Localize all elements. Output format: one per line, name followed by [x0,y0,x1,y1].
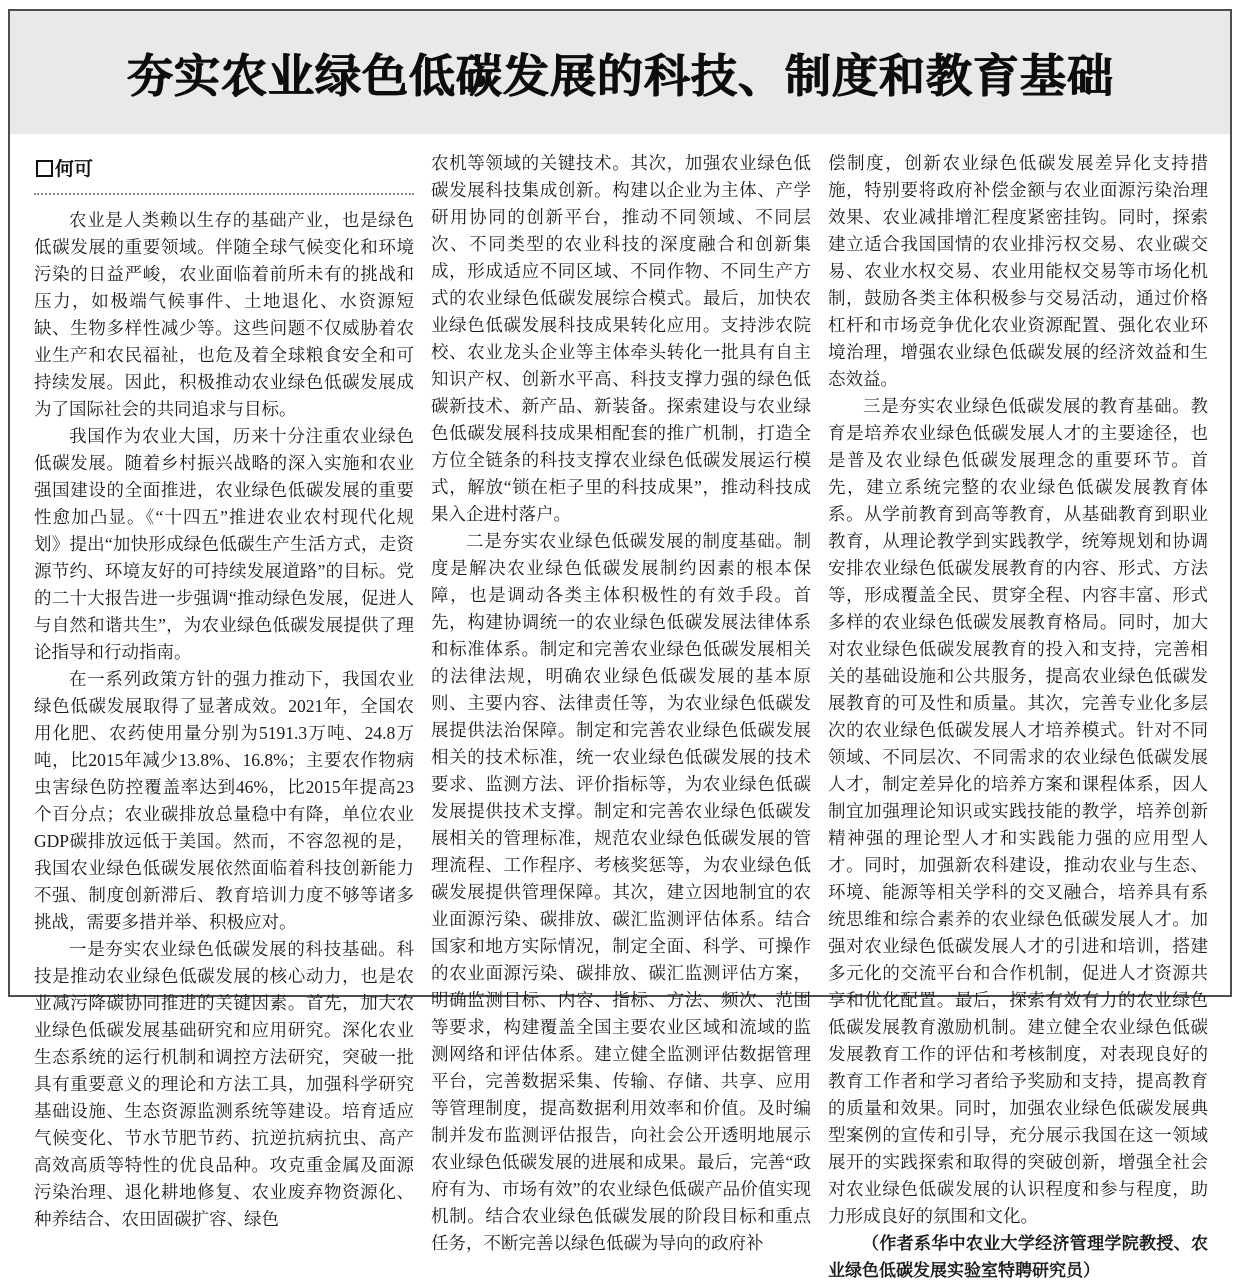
article-paragraph: 二是夯实农业绿色低碳发展的制度基础。制度是解决农业绿色低碳发展制约因素的根本保障，也是调动各类主体积极性的有效手段。首先，构建协调统一的农业绿色低碳发展法律体系和标准体系。制定和完善农业绿色低碳发展相关的法律法规，明确农业绿色低碳发展的基本原则、主要内容、法律责任等，为农业绿色低碳发展提供法治保障。制定和完善农业绿色低碳发展相关的技术标准，统一农业绿色低碳发展的技术要求、监测方法、评价指标等，为农业绿色低碳发展提供技术支撑。制定和完善农业绿色低碳发展相关的管理标准，规范农业绿色低碳发展的管理流程、工作程序、考核奖惩等，为农业绿色低碳发展提供管理保障。其次，建立因地制宜的农业面源污染、碳排放、碳汇监测评估体系。结合国家和地方实际情况，制定全面、科学、可操作的农业面源污染、碳排放、碳汇监测评估方案，明确监测目标、内容、指标、方法、频次、范围等要求，构建覆盖全国主要农业区域和流域的监测网络和评估体系。建立健全监测评估数据管理平台，完善数据采集、传输、存储、共享、应用等管理制度，提高数据利用效率和价值。及时编制并发布监测评估报告，向社会公开透明地展示农业绿色低碳发展的进展和成果。最后，完善“政府有为、市场有效”的农业绿色低碳产品价值实现机制。结合农业绿色低碳发展的阶段目标和重点任务，不断完善以绿色低碳为导向的政府补 [431,531,811,1253]
title-band [10,11,1230,134]
author-byline [34,150,414,195]
article-paragraph: 偿制度，创新农业绿色低碳发展差异化支持措施，特别要将政府补偿金额与农业面源污染治理效果、农业减排增汇程度紧密挂钩。同时，探索建立适合我国国情的农业排污权交易、农业碳交易、农业水权交易、农业用能权交易等市场化机制，鼓励各类主体积极参与交易活动，通过价格杠杆和市场竞争优化农业资源配置、强化农业环境治理，增强农业绿色低碳发展的经济效益和生态效益。 [828,153,1208,389]
article-paragraph: 三是夯实农业绿色低碳发展的教育基础。教育是培养农业绿色低碳发展人才的主要途径，也是普及农业绿色低碳发展理念的重要环节。首先，建立系统完整的农业绿色低碳发展教育体系。从学前教育到高等教育，从基础教育到职业教育，从理论教学到实践教学，统筹规划和协调安排农业绿色低碳发展教育的内容、形式、方法等，形成覆盖全民、贯穿全程、内容丰富、形式多样的农业绿色低碳发展教育格局。同时，加大对农业绿色低碳发展教育的投入和支持，完善相关的基础设施和公共服务，提高农业绿色低碳发展教育的可及性和质量。其次，完善专业化多层次的农业绿色低碳发展人才培养模式。针对不同领域、不同层次、不同需求的农业绿色低碳发展人才，制定差异化的培养方案和课程体系，因人制宜加强理论知识或实践技能的教学，培养创新精神强的理论型人才和实践能力强的应用型人才。同时，加强新农科建设，推动农业与生态、环境、能源等相关学科的交叉融合，培养具有系统思维和综合素养的农业绿色低碳发展人才。加强对农业绿色低碳发展人才的引进和培训，搭建多元化的交流平台和合作机制，促进人才资源共享和优化配置。最后，探索有效有力的农业绿色低碳发展教育激励机制。建立健全农业绿色低碳发展教育工作的评估和考核制度，对表现良好的教育工作者和学习者给予奖励和支持，提高教育的质量和效果。同时，加强农业绿色低碳发展典型案例的宣传和引导，充分展示我国在这一领域展开的实践探索和取得的突破创新，增强全社会对农业绿色低碳发展的认识程度和参与程度，助力形成良好的氛围和文化。 [828,396,1208,1226]
newspaper-page [8,9,1232,1280]
author-box-icon [36,160,53,177]
article-paragraph: 我国作为农业大国，历来十分注重农业绿色低碳发展。随着乡村振兴战略的深入实施和农业强国建设的全面推进，农业绿色低碳发展的重要性愈加凸显。《“十四五”推进农业农村现代化规划》提出“加快形成绿色低碳生产生活方式，走资源节约、环境友好的可持续发展道路”的目标。党的二十大报告进一步强调“推动绿色发展，促进人与自然和谐共生”，为农业绿色低碳发展提供了理论指导和行动指南。 [34,426,414,662]
article-paragraph: 农业是人类赖以生存的基础产业，也是绿色低碳发展的重要领域。伴随全球气候变化和环境污染的日益严峻，农业面临着前所未有的挑战和压力，如极端气候事件、土地退化、水资源短缺、生物多样性减少等。这些问题不仅威胁着农业生产和农民福祉，也危及着全球粮食安全和可持续发展。因此，积极推动农业绿色低碳发展成为了国际社会的共同追求与目标。 [34,210,414,419]
author-name: 何可 [55,159,94,180]
article-column-2 [431,150,811,1284]
article-column-1 [34,150,414,1284]
article-title: 夯实农业绿色低碳发展的科技、制度和教育基础 [126,50,1114,102]
article-paragraph: 在一系列政策方针的强力推动下，我国农业绿色低碳发展取得了显著成效。2021年，全国农用化肥、农药使用量分别为5191.3万吨、24.8万吨，比2015年减少13.8%、16.8%；主要农作物病虫害绿色防控覆盖率达到46%，比2015年提高23个百分点；农业碳排放总量稳中有降，单位农业GDP碳排放远低于美国。然而，不容忽视的是，我国农业绿色低碳发展依然面临着科技创新能力不强、制度创新滞后、教育培训力度不够等诸多挑战，需要多措并举、积极应对。 [34,669,414,932]
author-credit: （作者系华中农业大学经济管理学院教授、农业绿色低碳发展实验室特聘研究员） [828,1234,1208,1280]
article-paragraph: 一是夯实农业绿色低碳发展的科技基础。科技是推动农业绿色低碳发展的核心动力，也是农业减污降碳协同推进的关键因素。首先，加大农业绿色低碳发展基础研究和应用研究。深化农业生态系统的运行机制和调控方法研究，突破一批具有重要意义的理论和方法工具，加强科学研究基础设施、生态资源监测系统等建设。培育适应气候变化、节水节肥节药、抗逆抗病抗虫、高产高效高质等特性的优良品种。攻克重金属及面源污染治理、退化耕地修复、农业废弃物资源化、种养结合、农田固碳扩容、绿色 [34,939,414,1229]
article-body [10,134,1230,1284]
article-paragraph: 农机等领域的关键技术。其次，加强农业绿色低碳发展科技集成创新。构建以企业为主体、产学研用协同的创新平台，推动不同领域、不同层次、不同类型的农业科技的深度融合和创新集成，形成适应不同区域、不同作物、不同生产方式的农业绿色低碳发展综合模式。最后，加快农业绿色低碳发展科技成果转化应用。支持涉农院校、农业龙头企业等主体牵头转化一批具有自主知识产权、创新水平高、科技支撑力强的绿色低碳新技术、新产品、新装备。探索建设与农业绿色低碳发展科技成果相配套的推广机制，打造全方位全链条的科技支撑农业绿色低碳发展运行模式，解放“锁在柜子里的科技成果”，推动科技成果入企进村落户。 [431,153,811,524]
article-column-3 [828,150,1208,1284]
article-columns [34,150,1208,1284]
